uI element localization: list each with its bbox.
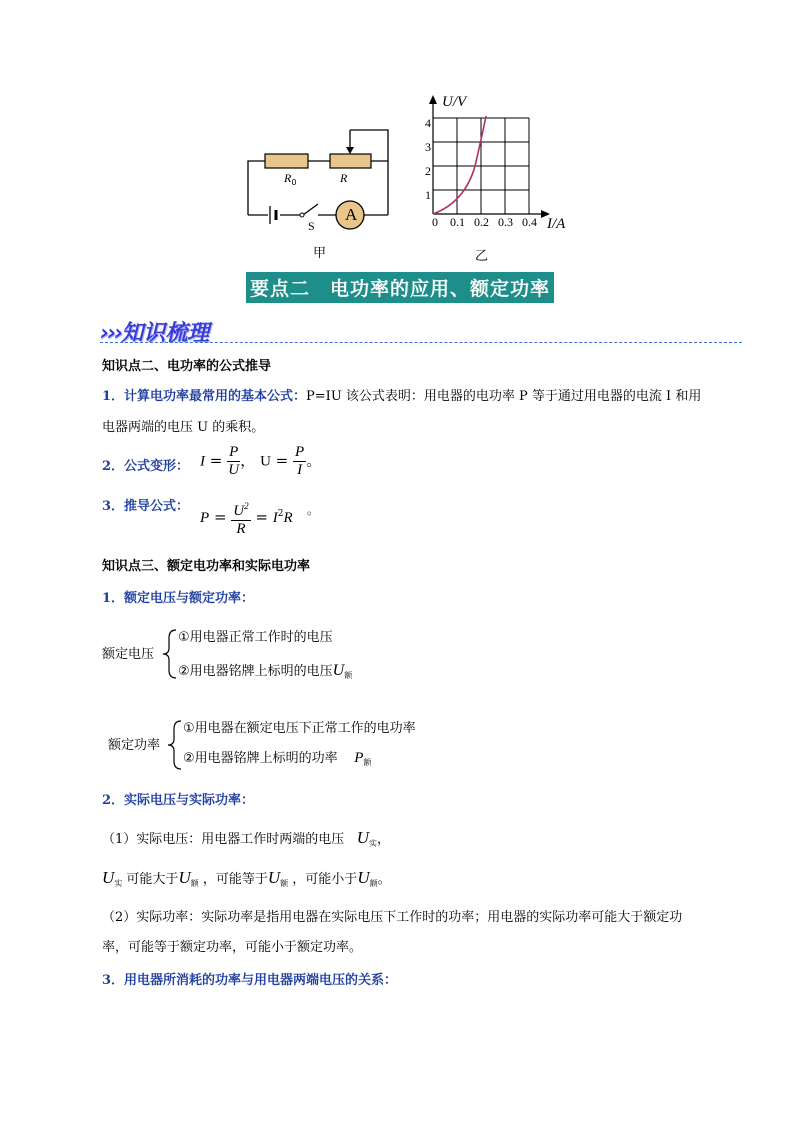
actual-voltage-line: （1）实际电压：用电器工作时两端的电压 $U_实$， <box>102 828 390 848</box>
circuit-caption: 甲 <box>313 246 327 261</box>
switch-label: S <box>308 219 315 233</box>
kp2-item2 <box>102 457 189 477</box>
r0-label: $R_0$ <box>284 171 297 187</box>
kp3-item1 <box>102 589 254 609</box>
r-label: R <box>340 171 348 185</box>
ui-curve <box>433 116 486 214</box>
graph-caption: 乙 <box>475 249 489 264</box>
y-tick: 3 <box>425 140 431 154</box>
rp-line1: ①用电器在额定电压下正常工作的电功率 <box>183 721 416 736</box>
kp3-item2-label: 2．实际电压与实际功率： <box>102 793 255 808</box>
kp2-item1-cont: 电器两端的电压 U 的乘积。 <box>102 420 265 435</box>
rv-line2: ②用电器铭牌上标明的电压$U_额$ <box>178 662 353 680</box>
x-tick: 0 <box>432 215 438 229</box>
kp3-title: 知识点三、额定电功率和实际电功率 <box>102 559 311 574</box>
y-tick: 1 <box>425 188 431 202</box>
section-banner: 要点二 电功率的应用、额定功率 <box>246 272 554 303</box>
r-resistor <box>330 154 371 168</box>
rv-line1: ①用电器正常工作时的电压 <box>178 630 333 645</box>
kp2-item3 <box>102 497 189 517</box>
actual-voltage-compare: $U_实$ 可能大于$U_额$ ，可能等于$U_额$ ，可能小于$U_额$。 <box>102 868 391 888</box>
circuit-diagram <box>240 120 400 260</box>
arrows-icon: ››› <box>100 321 122 346</box>
x-tick: 0.2 <box>474 215 489 229</box>
ammeter-label: A <box>345 205 358 224</box>
kp3-item3 <box>102 971 397 991</box>
kp2-item2-label: 2．公式变形： <box>102 459 190 474</box>
rated-power-label: 额定功率 <box>108 738 161 753</box>
kp2-title: 知识点二、电功率的公式推导 <box>102 359 272 374</box>
rp-line2: ②用电器铭牌上标明的功率 $P_额$ <box>183 750 372 767</box>
actual-power-line2: 率，可能等于额定功率，可能小于额定功率。 <box>102 940 363 955</box>
x-axis-label: I/A <box>547 216 566 232</box>
rated-voltage-label: 额定电压 <box>102 647 155 662</box>
kp2-item3-label: 3．推导公式： <box>102 499 190 514</box>
formula-variants: I = $\frac{P}{U}$ ， U = $\frac{P}{I}$ 。 <box>200 444 322 478</box>
y-tick: 2 <box>425 164 431 178</box>
r0-resistor <box>265 154 308 168</box>
x-tick: 0.4 <box>522 215 537 229</box>
kp2-item1-label: 1．计算电功率最常用的基本公式： <box>102 389 307 404</box>
ui-graph <box>420 94 580 224</box>
brace-icon <box>165 719 185 771</box>
knowledge-header-text: 知识梳理 <box>121 321 210 346</box>
kp2-item1 <box>102 387 701 407</box>
formula-derived: P = $\frac{U^2}{R}$ = $I^2R$ 。 <box>200 498 319 538</box>
brace-icon <box>160 628 180 680</box>
kp2-item1-text: P=IU 该公式表明：用电器的电功率 P 等于通过用电器的电流 I 和用 <box>306 389 702 404</box>
y-tick: 4 <box>425 116 431 130</box>
x-tick: 0.1 <box>450 215 465 229</box>
kp3-item1-label: 1．额定电压与额定功率： <box>102 591 255 606</box>
actual-power-line1: （2）实际功率：实际功率是指用电器在实际电压下工作时的功率；用电器的实际功率可能大于额定功 <box>102 910 683 925</box>
kp3-item2 <box>102 791 254 811</box>
y-ticks <box>425 111 431 207</box>
header-divider <box>100 342 742 343</box>
y-axis-label: U/V <box>442 94 467 110</box>
x-tick: 0.3 <box>498 215 513 229</box>
kp3-item3-label: 3．用电器所消耗的功率与用电器两端电压的关系： <box>102 973 398 988</box>
